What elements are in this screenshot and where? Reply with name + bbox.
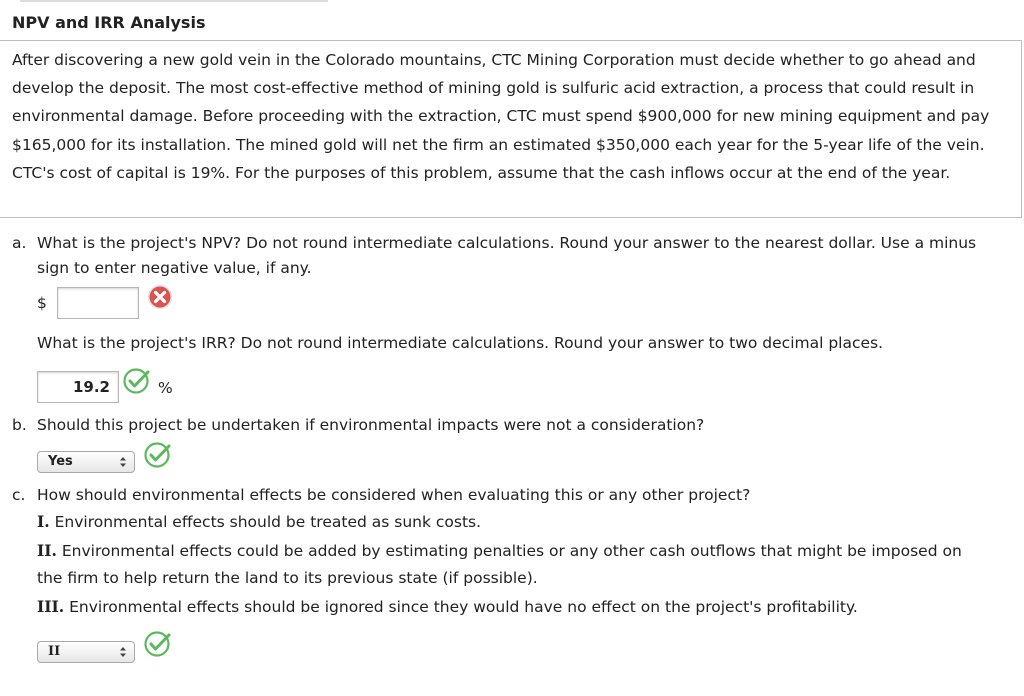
option-number: II. [37, 541, 57, 560]
problem-statement: After discovering a new gold vein in the Colorado mountains, CTC Mining Corporation must decide whether to go ahead and develop the deposit. The most cost-effective method of mining gold is sulfuric acid extraction, a process that could result in environmental damage. Before proceeding with the extraction, CTC must spend $900,000 for new mining equipment and pay $165,000 for its installation. The mined gold will net the firm an estimated $350,000 each year for the 5-year life of the vein. CTC's cost of capital is 19%. For the purposes of this problem, assume that the cash inflows occur at the end of the year. [12, 51, 990, 182]
option-iii [37, 597, 858, 616]
select-arrows-icon [119, 645, 127, 659]
select-arrows-icon [119, 455, 127, 469]
option-text: Environmental effects could be added by estimating penalties or any other cash outflows that might be imposed on [61, 542, 962, 560]
page-title: NPV and IRR Analysis [12, 13, 206, 32]
check-icon [143, 441, 173, 469]
option-ii [37, 541, 962, 560]
option-text: the firm to help return the land to its previous state (if possible). [37, 569, 538, 587]
part-b-selected-value: Yes [48, 454, 73, 469]
option-ii-continued [37, 569, 538, 587]
check-icon [122, 367, 152, 395]
option-text: Environmental effects should be treated as sunk costs. [54, 513, 482, 531]
part-b-label: b. [12, 416, 27, 434]
check-icon [143, 630, 173, 658]
option-number: I. [37, 512, 50, 531]
part-c-select[interactable] [37, 641, 135, 663]
part-b-question: Should this project be undertaken if environmental impacts were not a consideration? [37, 416, 705, 434]
option-number: III. [37, 597, 65, 616]
irr-unit: % [158, 379, 173, 397]
part-a-label: a. [12, 234, 27, 252]
npv-input[interactable] [57, 287, 139, 319]
part-b-select[interactable] [37, 451, 135, 473]
part-c-selected-value: II [48, 644, 61, 659]
part-c-label: c. [12, 486, 26, 504]
irr-input[interactable]: 19.2 [37, 371, 119, 403]
currency-symbol: $ [37, 294, 47, 312]
part-c-question: How should environmental effects be considered when evaluating this or any other project? [37, 486, 751, 504]
option-i [37, 512, 481, 531]
irr-question: What is the project's IRR? Do not round intermediate calculations. Round your answer to two decimal places. [37, 334, 884, 352]
top-divider [20, 0, 328, 2]
part-a-question: What is the project's NPV? Do not round intermediate calculations. Round your answer to the nearest dollar. Use a minus sign to enter negative value, if any. [37, 234, 977, 277]
option-text: Environmental effects should be ignored since they would have no effect on the project's profitability. [69, 598, 858, 616]
incorrect-icon [146, 283, 174, 311]
